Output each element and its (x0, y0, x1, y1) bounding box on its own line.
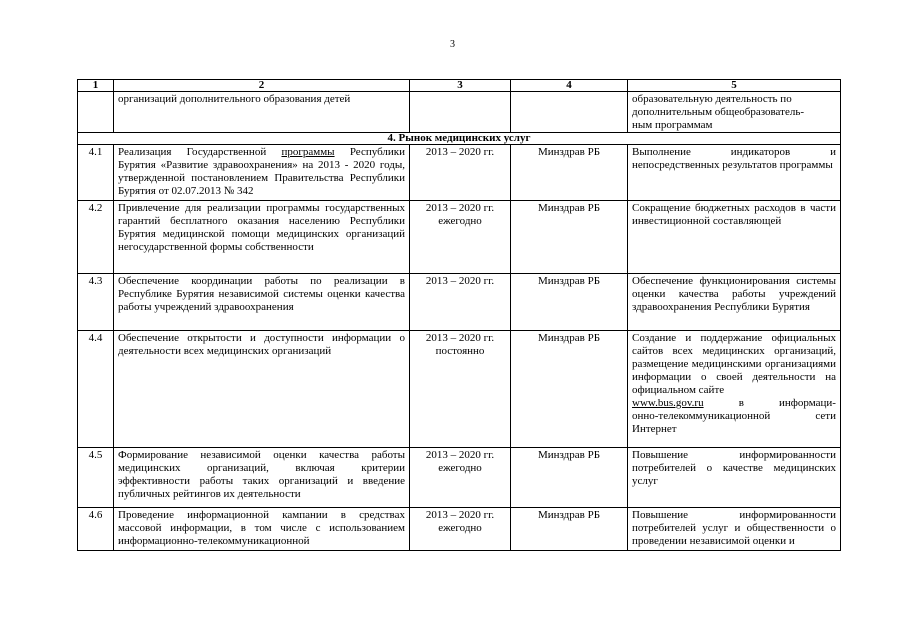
column-header: 4 (511, 80, 628, 92)
executor-cell: Минздрав РБ (511, 508, 628, 551)
table-row (78, 145, 841, 201)
table-row-continuation (78, 92, 841, 133)
executor-cell: Минздрав РБ (511, 274, 628, 331)
row-number: 4.4 (78, 331, 114, 448)
program-link[interactable]: программы (281, 146, 335, 158)
measure-cell: Формирование независимой оценки качества работы медицинских организаций, включая критерии эффективности работы таких организаций и введение публичных рейтингов их деятельности (114, 448, 410, 508)
page-number: 3 (450, 39, 455, 50)
term-cell: 2013 – 2020 гг. (410, 145, 511, 201)
measure-cell: организаций дополнительного образования детей (114, 92, 410, 133)
table-row (78, 201, 841, 274)
measures-table (77, 79, 841, 551)
column-header: 2 (114, 80, 410, 92)
row-number: 4.2 (78, 201, 114, 274)
table-row (78, 448, 841, 508)
executor-cell: Минздрав РБ (511, 145, 628, 201)
executor-cell: Минздрав РБ (511, 201, 628, 274)
table-header-row (78, 80, 841, 92)
row-number: 4.3 (78, 274, 114, 331)
result-line: образовательную деятельность по (632, 93, 792, 105)
result-cell: Сокращение бюджетных расходов в части инвестиционной составляющей (628, 201, 841, 274)
table-row (78, 274, 841, 331)
column-header: 3 (410, 80, 511, 92)
column-header: 5 (628, 80, 841, 92)
measure-cell: Реализация Государственной программы Республики Бурятия «Развитие здравоохранения» на 2013 - 2020 годы, утвержденной постановлением Правительства Республики Бурятия от 02.07.2013 № 342 (114, 145, 410, 201)
term-cell (410, 92, 511, 133)
executor-cell: Минздрав РБ (511, 331, 628, 448)
result-cell: Повышение информированности потребителей о качестве медицинских услуг (628, 448, 841, 508)
result-cell (628, 92, 841, 133)
table-row (78, 331, 841, 448)
executor-cell: Минздрав РБ (511, 448, 628, 508)
term-cell: 2013 – 2020 гг. ежегодно (410, 448, 511, 508)
section-row (78, 133, 841, 145)
term-cell: 2013 – 2020 гг. постоянно (410, 331, 511, 448)
result-cell: Выполнение индикаторов и непосредственных результатов программы (628, 145, 841, 201)
measure-cell: Обеспечение координации работы по реализации в Республике Бурятия независимой системы оценки качества работы учреждений здравоохранения (114, 274, 410, 331)
measure-cell: Привлечение для реализации программы государственных гарантий бесплатного оказания населению Республики Бурятия медицинской помощи медицинских организаций негосударственной формы собственности (114, 201, 410, 274)
result-cell: Обеспечение функционирования системы оценки качества работы учреждений здравоохранения Республики Бурятия (628, 274, 841, 331)
section-title: 4. Рынок медицинских услуг (78, 133, 841, 145)
row-number (78, 92, 114, 133)
term-cell: 2013 – 2020 гг. ежегодно (410, 201, 511, 274)
measure-cell: Обеспечение открытости и доступности информации о деятельности всех медицинских организаций (114, 331, 410, 448)
result-cell: Повышение информированности потребителей услуг и общественности о проведении независимой оценки и (628, 508, 841, 551)
executor-cell (511, 92, 628, 133)
term-cell: 2013 – 2020 гг. ежегодно (410, 508, 511, 551)
row-number: 4.5 (78, 448, 114, 508)
measure-cell: Проведение информационной кампании в средствах массовой информации, в том числе с использованием информационно-телекоммуникационной (114, 508, 410, 551)
result-line: ным программам (632, 119, 713, 131)
row-number: 4.6 (78, 508, 114, 551)
term-cell: 2013 – 2020 гг. (410, 274, 511, 331)
result-cell: Создание и поддержание официальных сайтов всех медицинских организаций, размещение медицинскими организациями информации о своей деятельности на официальном сайте www.bus.gov.ru в информаци- онно-телекоммуникационной сети Интернет (628, 331, 841, 448)
result-line: дополнительным общеобразователь- (632, 106, 804, 118)
table-row (78, 508, 841, 551)
column-header: 1 (78, 80, 114, 92)
row-number: 4.1 (78, 145, 114, 201)
bus-gov-link[interactable]: www.bus.gov.ru (632, 397, 704, 409)
